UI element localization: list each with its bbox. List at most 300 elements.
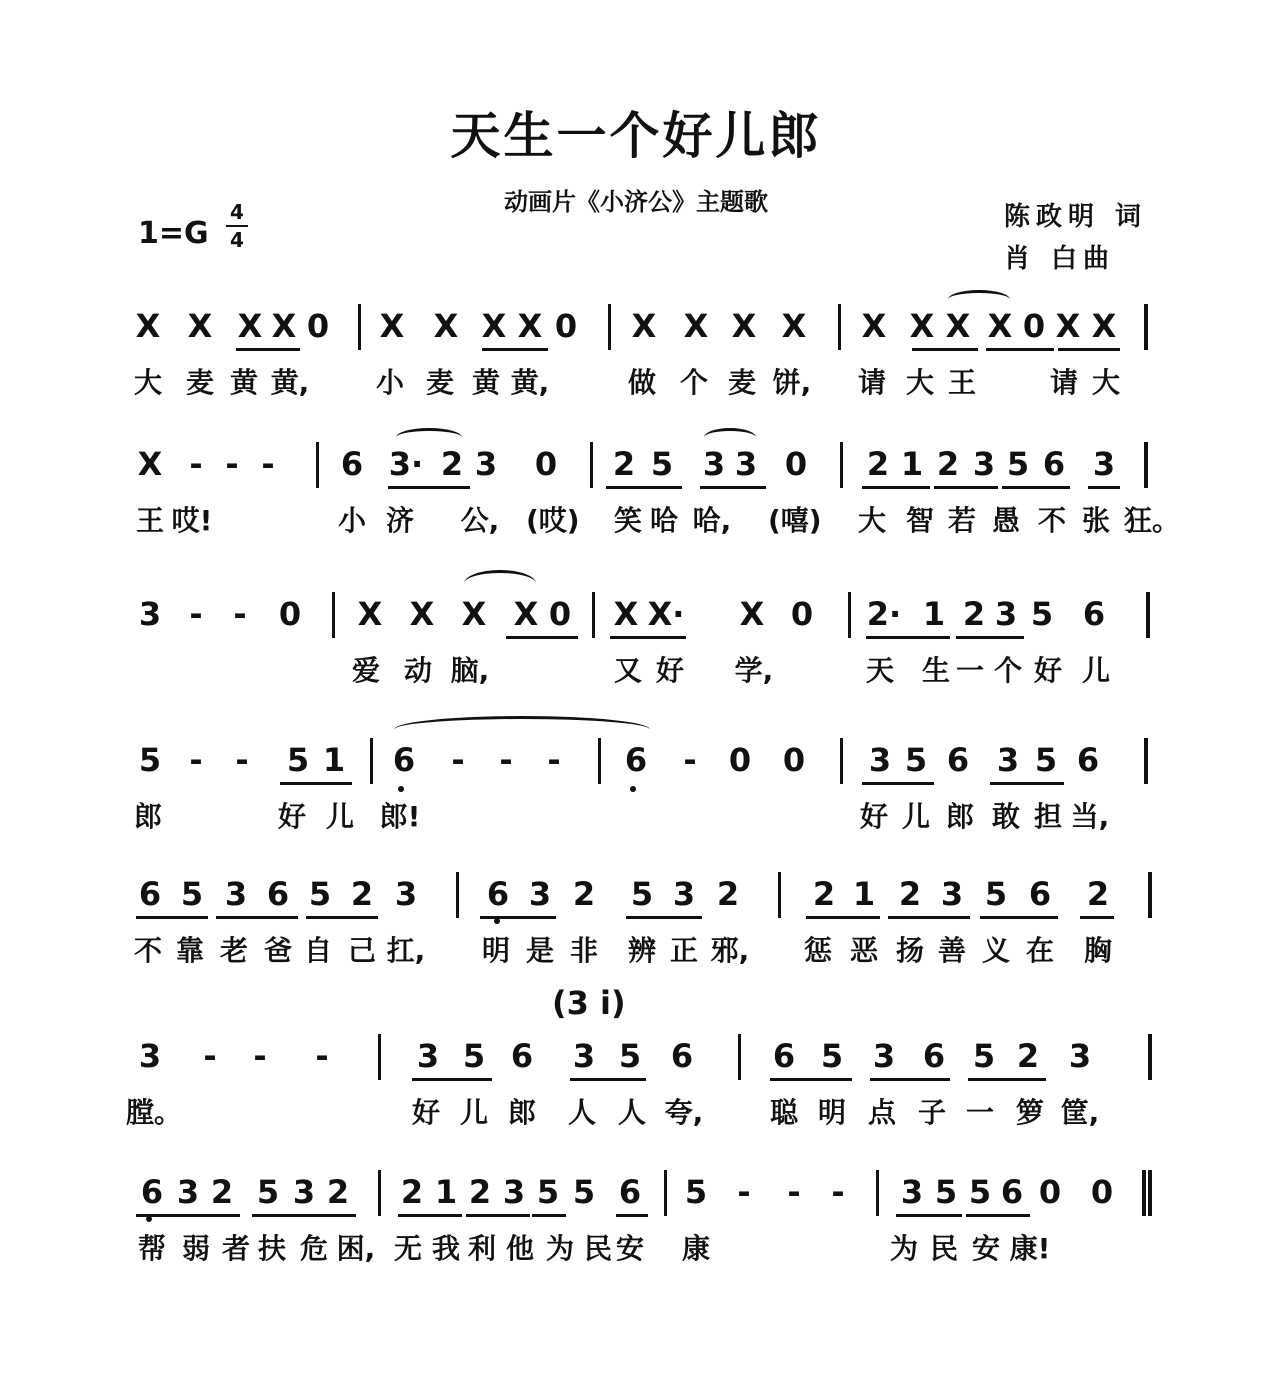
note: 6 <box>486 875 510 913</box>
slur <box>394 716 650 743</box>
lyric-char: 笑 <box>613 504 642 537</box>
beam-underline <box>388 486 470 489</box>
slur <box>464 570 536 597</box>
note: 2 <box>572 875 596 913</box>
note: - <box>737 1173 751 1211</box>
lyric-char: 安 <box>615 1232 644 1265</box>
note: 1 <box>434 1173 458 1211</box>
note: - <box>451 741 465 779</box>
lyric-char: 天 <box>865 654 894 687</box>
note: - <box>189 595 203 633</box>
beam-underline <box>888 916 970 919</box>
note: 3 <box>1068 1037 1092 1075</box>
note: 3 <box>528 875 552 913</box>
note: 5 <box>138 741 162 779</box>
beam-underline <box>236 348 300 351</box>
note: X <box>861 307 887 345</box>
note: 0 <box>534 445 558 483</box>
beam-underline <box>626 916 702 919</box>
note: 6 <box>140 1173 164 1211</box>
lyric-char: 好 <box>859 800 888 833</box>
lyric-char: 好 <box>411 1096 440 1129</box>
note: X <box>945 307 971 345</box>
note: 5 <box>934 1173 958 1211</box>
lyric-char: 郎! <box>379 800 421 833</box>
barline <box>1148 1034 1152 1080</box>
beam-underline <box>216 916 298 919</box>
octave-dot <box>398 786 404 792</box>
note: 6 <box>1028 875 1052 913</box>
notes-row <box>0 592 1272 640</box>
note: 5 <box>1006 445 1030 483</box>
slur <box>396 428 462 447</box>
note: 5 <box>972 1037 996 1075</box>
note: 3 <box>872 1037 896 1075</box>
lyric-char: 为 <box>545 1232 574 1265</box>
barline <box>370 738 373 784</box>
lyric-char: 无 <box>393 1232 422 1265</box>
note: 5 <box>618 1037 642 1075</box>
lyric-char: 济 <box>385 504 414 537</box>
lyric-char: 扛, <box>386 934 426 967</box>
notes-row <box>0 1034 1272 1082</box>
beam-underline <box>136 916 208 919</box>
lyric-char: 儿 <box>1081 654 1110 687</box>
lyric-char: 子 <box>917 1096 946 1129</box>
lyric-char: 小 <box>375 366 404 399</box>
note: 2 <box>612 445 636 483</box>
note: 5 <box>904 741 928 779</box>
barline <box>358 304 361 350</box>
lyric-char: 辨 <box>627 934 656 967</box>
lyric-char: 好 <box>1033 654 1062 687</box>
note: 3 <box>994 595 1018 633</box>
note: X <box>433 307 459 345</box>
note: - <box>189 445 203 483</box>
barline <box>840 442 843 488</box>
beam-underline <box>466 1214 530 1217</box>
lyric-char: 好 <box>277 800 306 833</box>
lyric-char: 好 <box>655 654 684 687</box>
beam-underline <box>934 486 998 489</box>
barline <box>608 304 611 350</box>
lyric-char: 老 <box>219 934 248 967</box>
note: 0 <box>278 595 302 633</box>
beam-underline <box>506 636 578 639</box>
note: X <box>513 595 539 633</box>
lyrics-row <box>0 1232 1272 1266</box>
note: 0 <box>1090 1173 1114 1211</box>
note: - <box>547 741 561 779</box>
lyric-char: 郎 <box>945 800 974 833</box>
lyric-char: 郎 <box>133 800 162 833</box>
beam-underline <box>252 1214 356 1217</box>
lyric-char: 扬 <box>895 934 924 967</box>
lyric-char: 困, <box>336 1232 376 1265</box>
lyric-char: 大 <box>1091 366 1120 399</box>
lyric-char: 儿 <box>325 800 354 833</box>
barline <box>316 442 319 488</box>
lyric-char: 善 <box>937 934 966 967</box>
note: 2 <box>400 1173 424 1211</box>
beam-underline <box>870 1078 950 1081</box>
beam-underline <box>990 782 1064 785</box>
note: X <box>237 307 263 345</box>
lyrics-row <box>0 934 1272 968</box>
note: 3 <box>138 1037 162 1075</box>
lyric-char: 请 <box>857 366 886 399</box>
note: 5 <box>684 1173 708 1211</box>
note: 0 <box>790 595 814 633</box>
note: - <box>235 741 249 779</box>
lyric-char: 人 <box>567 1096 596 1129</box>
lyric-char: 学, <box>734 654 774 687</box>
lyric-char: 爱 <box>351 654 380 687</box>
score-line <box>0 1170 1272 1280</box>
beam-underline <box>966 1214 1030 1217</box>
note: - <box>261 445 275 483</box>
lyric-char: 自 <box>303 934 332 967</box>
notes-row <box>0 304 1272 352</box>
lyrics-row <box>0 800 1272 834</box>
lyric-char: 惩 <box>803 934 832 967</box>
lyric-char: 愚 <box>991 504 1020 537</box>
lyricist-credit: 陈政明 词 <box>1004 202 1148 232</box>
octave-dot <box>146 1216 152 1222</box>
note: 3 <box>996 741 1020 779</box>
note: - <box>315 1037 329 1075</box>
note: 6 <box>946 741 970 779</box>
note: X <box>1091 307 1117 345</box>
note: 5 <box>286 741 310 779</box>
beam-underline <box>866 636 950 639</box>
lyric-char: 明 <box>817 1096 846 1129</box>
note: - <box>189 741 203 779</box>
note: 3 <box>394 875 418 913</box>
beam-underline <box>610 636 686 639</box>
note: X· <box>647 595 685 633</box>
note: 2 <box>468 1173 492 1211</box>
beam-underline <box>956 636 1024 639</box>
lyric-char: (嘻) <box>768 504 822 537</box>
note: 3 <box>940 875 964 913</box>
lyric-char: 生 <box>921 654 950 687</box>
note: 1 <box>900 445 924 483</box>
lyric-char: 胸 <box>1083 934 1112 967</box>
note: 6 <box>772 1037 796 1075</box>
note: 5 <box>1034 741 1058 779</box>
lyric-char: 麦 <box>185 366 214 399</box>
note: X <box>739 595 765 633</box>
note: - <box>233 595 247 633</box>
beam-underline <box>1080 916 1114 919</box>
barline <box>1144 442 1148 488</box>
lyric-char: 筐, <box>1060 1096 1100 1129</box>
beam-underline <box>1088 486 1120 489</box>
beam-underline <box>986 348 1054 351</box>
note: 2 <box>1086 875 1110 913</box>
note: 5 <box>462 1037 486 1075</box>
song-title: 天生一个好儿郎 <box>450 107 822 165</box>
lyric-char: 不 <box>1037 504 1066 537</box>
note: 5 <box>572 1173 596 1211</box>
note: X <box>137 445 163 483</box>
lyric-char: 一 <box>965 1096 994 1129</box>
beam-underline <box>616 1214 648 1217</box>
lyric-char: 担 <box>1033 800 1062 833</box>
note: 2 <box>962 595 986 633</box>
lyric-char: 脑, <box>450 654 490 687</box>
barline <box>332 592 335 638</box>
note: 6 <box>1076 741 1100 779</box>
note: X <box>187 307 213 345</box>
lyric-char: 民 <box>583 1232 612 1265</box>
beam-underline <box>482 348 548 351</box>
note: 3 <box>224 875 248 913</box>
note: X <box>357 595 383 633</box>
note: X <box>481 307 507 345</box>
note: 5 <box>820 1037 844 1075</box>
note: 1 <box>922 595 946 633</box>
barline <box>592 592 595 638</box>
beam-underline <box>770 1078 852 1081</box>
note: 5 <box>256 1173 280 1211</box>
note: X <box>631 307 657 345</box>
lyric-char: 安 <box>971 1232 1000 1265</box>
barline <box>876 1170 879 1216</box>
lyric-char: 为 <box>889 1232 918 1265</box>
lyric-char: 公, <box>460 504 500 537</box>
lyric-char: 利 <box>467 1232 496 1265</box>
lyric-char: 狂。 <box>1124 504 1181 537</box>
lyric-char: 黄, <box>510 366 550 399</box>
lyric-char: 恶 <box>849 934 878 967</box>
note: X <box>409 595 435 633</box>
beam-underline <box>700 486 766 489</box>
note: 5 <box>180 875 204 913</box>
note: 5 <box>650 445 674 483</box>
note: 0 <box>728 741 752 779</box>
lyric-char: 哈, <box>692 504 732 537</box>
lyric-char: 不 <box>133 934 162 967</box>
lyric-char: 民 <box>929 1232 958 1265</box>
lyric-char: 膛。 <box>126 1096 183 1129</box>
note: 6 <box>138 875 162 913</box>
lyric-char: 大 <box>905 366 934 399</box>
note: X <box>683 307 709 345</box>
time-signature-top: 4 <box>230 200 244 224</box>
notes-row <box>0 442 1272 490</box>
beam-underline <box>480 916 556 919</box>
lyric-char: 哈 <box>649 504 678 537</box>
beam-underline <box>280 782 352 785</box>
note: X <box>1055 307 1081 345</box>
score-line <box>0 442 1272 552</box>
barline <box>840 738 843 784</box>
time-signature <box>226 200 248 252</box>
note: X <box>781 307 807 345</box>
lyric-char: 箩 <box>1015 1096 1044 1129</box>
beam-underline <box>862 486 930 489</box>
barline <box>838 304 841 350</box>
note: - <box>787 1173 801 1211</box>
lyric-char: 小 <box>337 504 366 537</box>
lyric-char: 己 <box>347 934 376 967</box>
lyric-char: 黄 <box>229 366 258 399</box>
note: X <box>909 307 935 345</box>
barline <box>378 1034 381 1080</box>
note: X <box>731 307 757 345</box>
lyrics-row <box>0 504 1272 538</box>
note: 2 <box>898 875 922 913</box>
note: 6 <box>618 1173 642 1211</box>
lyrics-row <box>0 654 1272 688</box>
note: 3 <box>702 445 726 483</box>
note: - <box>499 741 513 779</box>
lyric-char: 他 <box>505 1232 534 1265</box>
barline <box>590 442 593 488</box>
lyric-char: 请 <box>1049 366 1078 399</box>
note: - <box>831 1173 845 1211</box>
lyrics-row <box>0 366 1272 400</box>
lyric-char: 我 <box>431 1232 460 1265</box>
lyric-char: 郎 <box>507 1096 536 1129</box>
lyric-char: 儿 <box>459 1096 488 1129</box>
beam-underline <box>606 486 682 489</box>
lyric-char: 聪 <box>769 1096 798 1129</box>
lyric-char: 动 <box>403 654 432 687</box>
lyric-char: 当, <box>1070 800 1110 833</box>
key-signature: 1=G <box>138 216 209 251</box>
note: 6 <box>340 445 364 483</box>
lyric-char: 麦 <box>425 366 454 399</box>
note: 5 <box>1030 595 1054 633</box>
note: X <box>379 307 405 345</box>
beam-underline <box>306 916 378 919</box>
lyric-char: 大 <box>133 366 162 399</box>
final-barline <box>1148 1170 1152 1216</box>
barline <box>1144 738 1148 784</box>
lyric-char: 大 <box>857 504 886 537</box>
barline <box>598 738 601 784</box>
note: 3 <box>138 595 162 633</box>
time-signature-bottom: 4 <box>230 228 244 252</box>
lyric-char: 张 <box>1081 504 1110 537</box>
note: 3 <box>972 445 996 483</box>
lyric-char: 哎! <box>171 504 213 537</box>
lyric-char: 王 <box>135 504 164 537</box>
beam-underline <box>570 1078 646 1081</box>
note: 3 <box>292 1173 316 1211</box>
note: - <box>683 741 697 779</box>
note: 2 <box>936 445 960 483</box>
score-line <box>0 304 1272 414</box>
octave-dot <box>630 786 636 792</box>
lyric-char: 弱 <box>181 1232 210 1265</box>
note: X <box>135 307 161 345</box>
note: 2 <box>326 1173 350 1211</box>
octave-dot <box>494 918 500 924</box>
lyric-char: 是 <box>525 934 554 967</box>
lyric-char: 黄, <box>270 366 310 399</box>
composer-credit: 肖 白曲 <box>1004 244 1116 274</box>
note: 6 <box>670 1037 694 1075</box>
beam-underline <box>862 782 934 785</box>
lyric-char: 王 <box>947 366 976 399</box>
note: 5 <box>536 1173 560 1211</box>
lyrics-row <box>0 1096 1272 1130</box>
lyric-char: 危 <box>299 1232 328 1265</box>
lyric-char: 个 <box>679 366 708 399</box>
beam-underline <box>968 1078 1046 1081</box>
note: 1 <box>852 875 876 913</box>
note: - <box>253 1037 267 1075</box>
beam-underline <box>896 1214 962 1217</box>
beam-underline <box>532 1214 566 1217</box>
lyric-char: 明 <box>481 934 510 967</box>
barline <box>664 1170 667 1216</box>
barline <box>778 872 781 918</box>
lyric-char: (哎) <box>526 504 580 537</box>
note: 3 <box>900 1173 924 1211</box>
note: 3 <box>734 445 758 483</box>
note: 2 <box>210 1173 234 1211</box>
note: 5 <box>984 875 1008 913</box>
notes-row <box>0 872 1272 920</box>
lyric-char: 做 <box>627 366 656 399</box>
note: X <box>613 595 639 633</box>
note: 0 <box>784 445 808 483</box>
beam-underline <box>1002 486 1070 489</box>
note: 2 <box>716 875 740 913</box>
slur <box>704 428 756 447</box>
note: 3 <box>672 875 696 913</box>
note: 3 <box>474 445 498 483</box>
note: 2· <box>866 595 902 633</box>
notes-row <box>0 738 1272 786</box>
note: 6 <box>392 741 416 779</box>
alternate-notes: (3 i) <box>552 984 626 1022</box>
note: 6 <box>1000 1173 1024 1211</box>
time-signature-divider <box>226 225 248 227</box>
lyric-char: 敢 <box>991 800 1020 833</box>
lyric-char: 义 <box>981 934 1010 967</box>
score-line <box>0 592 1272 702</box>
barline <box>378 1170 381 1216</box>
note: 6 <box>922 1037 946 1075</box>
notes-row <box>0 1170 1272 1218</box>
note: 0 <box>1038 1173 1062 1211</box>
beam-underline <box>412 1078 492 1081</box>
lyric-char: 饼, <box>772 366 812 399</box>
note: - <box>225 445 239 483</box>
lyric-char: 者 <box>221 1232 250 1265</box>
beam-underline <box>912 348 978 351</box>
note: 0 <box>1022 307 1046 345</box>
barline <box>1148 872 1152 918</box>
score-line <box>0 1034 1272 1144</box>
note: 2 <box>440 445 464 483</box>
note: X <box>461 595 487 633</box>
note: 3 <box>572 1037 596 1075</box>
note: 5 <box>630 875 654 913</box>
slur <box>948 290 1010 309</box>
score-line <box>0 738 1272 848</box>
note: 0 <box>548 595 572 633</box>
lyric-char: 帮 <box>137 1232 166 1265</box>
note: 6 <box>1042 445 1066 483</box>
note: X <box>517 307 543 345</box>
